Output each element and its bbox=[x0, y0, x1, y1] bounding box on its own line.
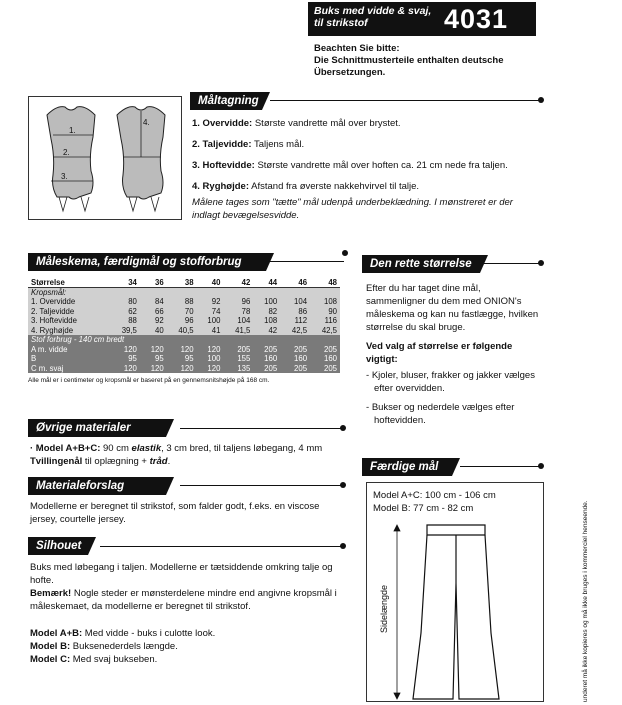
rette-bullet: - Kjoler, bluser, frakker og jakker vælges efter overvidden. bbox=[366, 370, 535, 394]
note-line: Beachten Sie bitte: bbox=[314, 43, 400, 54]
measure-item: 1. Overvidde: Største vandrette mål over brystet. bbox=[192, 118, 401, 129]
table-row: C m. svaj 120 120 120 120 135 205 205 205 bbox=[28, 364, 340, 374]
silhouet-text bbox=[30, 561, 338, 666]
rette-bullet: - Bukser og nederdele vælges efter hoftevidden. bbox=[366, 402, 515, 426]
section-rule bbox=[180, 428, 342, 429]
table-header-row: Størrelse 34 36 38 40 42 44 46 48 bbox=[28, 278, 340, 288]
table-row: 4. Ryghøjde 39,5 40 40,5 41 41,5 42 42,5 42,5 bbox=[28, 326, 340, 336]
size-table bbox=[28, 278, 340, 373]
rule-dot bbox=[538, 97, 544, 103]
model-item: Model C: Med svaj bukseben. bbox=[30, 654, 158, 665]
figure-label: 2. bbox=[63, 148, 70, 157]
oevrige-title: Øvrige materialer bbox=[28, 419, 166, 437]
figure-label: 1. bbox=[69, 126, 76, 135]
measure-item: 2. Taljevidde: Taljens mål. bbox=[192, 139, 305, 150]
rette-title: Den rette størrelse bbox=[362, 255, 480, 273]
section-rule bbox=[180, 485, 342, 486]
finished-size-b: Model B: 77 cm - 82 cm bbox=[373, 503, 474, 514]
rule-dot bbox=[340, 543, 346, 549]
rule-dot bbox=[538, 260, 544, 266]
faerdige-box bbox=[366, 482, 544, 702]
table-section-row: Stof forbrug - 140 cm bredt bbox=[28, 335, 340, 345]
body-outline-icon bbox=[29, 97, 181, 219]
note-line: Die Schnittmusterteile enthalten deutsche bbox=[314, 55, 504, 66]
model-item: Model B: Buksenederdels længde. bbox=[30, 641, 178, 652]
table-row: B 95 95 95 100 155 160 160 160 bbox=[28, 354, 340, 364]
german-note bbox=[314, 43, 554, 79]
table-row: 1. Overvidde 80 84 88 92 96 100 104 108 bbox=[28, 297, 340, 307]
measure-note: Målene tages som "tætte" mål udenpå underbeklædning. I mønstreret er der indlagt bevægelsesvidde. bbox=[192, 197, 513, 221]
maaltagning-list bbox=[192, 117, 542, 222]
rette-bold: Ved valg af størrelse er følgende vigtigt: bbox=[366, 341, 513, 365]
maaltagning-title: Måltagning bbox=[190, 92, 262, 110]
section-rule bbox=[100, 546, 342, 547]
silhouet-title: Silhouet bbox=[28, 537, 88, 555]
figure-label: 4. bbox=[143, 118, 150, 127]
rette-text bbox=[366, 282, 542, 427]
side-length-label: Sidelængde bbox=[379, 584, 389, 633]
oevrige-text: · Model A+B+C: 90 cm elastik, 3 cm bred, til taljens løbegang, 4 mm Tvillingenål til oplægning + tråd. bbox=[30, 443, 323, 467]
table-row: 3. Hoftevidde 88 92 96 100 104 108 112 116 bbox=[28, 316, 340, 326]
copyright-note: underet må ikke kopieres og må ikke bruges i kommerciel henseende. bbox=[582, 500, 589, 702]
figure-label: 3. bbox=[61, 172, 68, 181]
section-rule bbox=[270, 261, 344, 262]
section-rule bbox=[270, 100, 540, 101]
pants-icon bbox=[367, 513, 543, 701]
rule-dot bbox=[340, 425, 346, 431]
measure-item: 4. Ryghøjde: Afstand fra øverste nakkehvirvel til talje. bbox=[192, 181, 420, 192]
pattern-number: 4031 bbox=[444, 4, 509, 34]
note-line: Übersetzungen. bbox=[314, 67, 386, 78]
table-footnote: Alle mål er i centimeter og kropsmål er baseret på en gennemsnitshøjde på 168 cm. bbox=[28, 377, 270, 384]
materialeforslag-text: Modellerne er beregnet til strikstof, som falder godt, f.eks. en viscose jersey, courtelle jersey. bbox=[30, 501, 320, 525]
silhouet-note: Bemærk! Nogle steder er mønsterdelene mindre end angivne kropsmål i måleskemaet, da modellerne er beregnet til strikstof. bbox=[30, 588, 337, 612]
size-table-wrap bbox=[28, 278, 340, 384]
table-section-row: Kropsmål: bbox=[28, 288, 340, 298]
maaleskema-title: Måleskema, færdigmål og stofforbrug bbox=[28, 253, 266, 271]
section-rule bbox=[460, 466, 542, 467]
rule-dot bbox=[538, 463, 544, 469]
model-item: Model A+B: Med vidde - buks i culotte look. bbox=[30, 628, 216, 639]
table-row: A m. vidde 120 120 120 120 205 205 205 205 bbox=[28, 345, 340, 355]
body-figure bbox=[28, 96, 182, 220]
rette-intro: Efter du har taget dine mål, sammenligner du dem med ONION's måleskema og kan nu fastlægge, hvilken størrelse du skal bruge. bbox=[366, 283, 539, 333]
rule-dot bbox=[340, 482, 346, 488]
header-box bbox=[308, 2, 536, 36]
table-row: 2. Taljevidde 62 66 70 74 78 82 86 90 bbox=[28, 307, 340, 317]
pattern-title: Buks med vidde & svaj, til strikstof bbox=[314, 5, 432, 29]
silhouet-intro: Buks med løbegang i taljen. Modellerne er tætsiddende omkring talje og hofte. bbox=[30, 562, 333, 586]
rule-dot bbox=[342, 250, 348, 256]
materialeforslag-title: Materialeforslag bbox=[28, 477, 166, 495]
measure-item: 3. Hoftevidde: Største vandrette mål over hoften ca. 21 cm nede fra taljen. bbox=[192, 160, 508, 171]
finished-size-a: Model A+C: 100 cm - 106 cm bbox=[373, 490, 496, 501]
faerdige-title: Færdige mål bbox=[362, 458, 452, 476]
